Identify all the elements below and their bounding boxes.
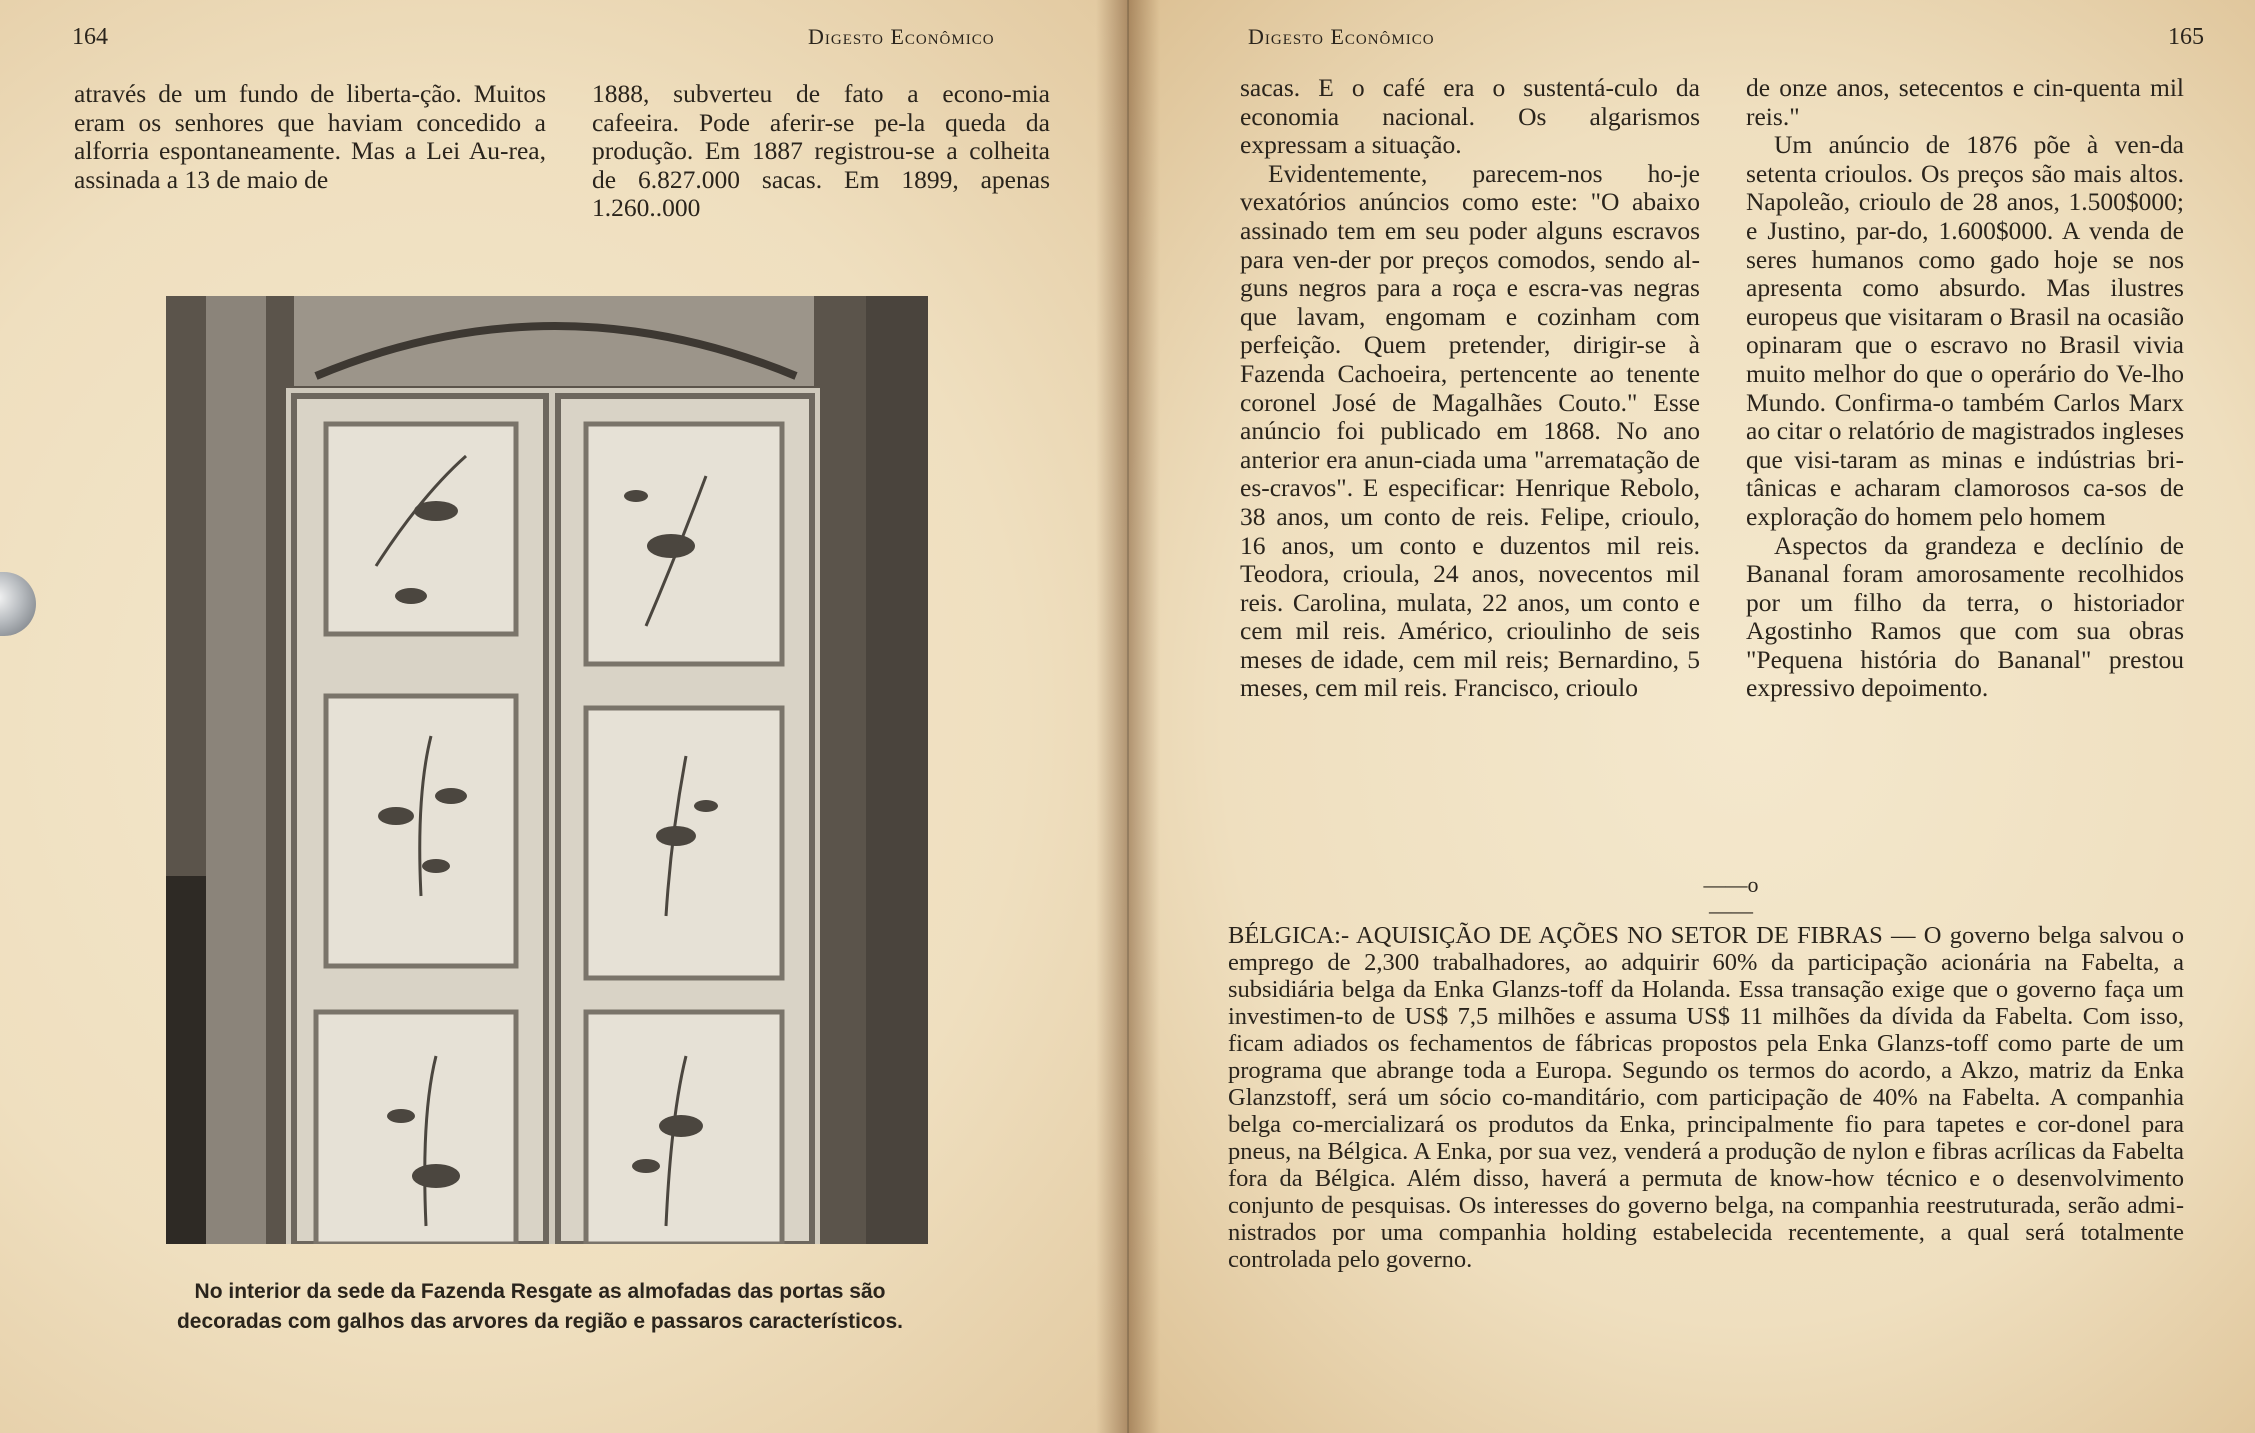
section-separator: ——o—— <box>1703 872 1759 923</box>
right-col2-para-2: Um anúncio de 1876 põe à ven-da setenta crioulos. Os preços são mais altos. Napoleão, crioulo de 28 anos, 1.500$000; e Justino, par-do, 1.600$000. A venda de seres humanos como gado hoje se nos apresenta como absurdo. Mas ilustres europeus que visitaram o Brasil na ocasião opinaram que o escravo no Brasil vivia muito melhor do que o operário do Ve-lho Mundo. Confirma-o também Carlos Marx ao citar o relatório de magistrados ingleses que visi-taram as minas e indústrias bri-tânicas e acharam clamorosos ca-sos de exploração do homem pelo homem <box>1746 130 2184 531</box>
belgica-article: BÉLGICA:- AQUISIÇÃO DE AÇÕES NO SETOR DE FIBRAS — O governo belga salvou o emprego de 2,300 trabalhadores, ao adquirir 60% da participação acionária na Fabelta, a subsidiária belga da Enka Glanzs-toff da Holanda. Essa transação exige que o governo faça um investimen-to de US$ 7,5 milhões e assuma US$ 11 milhões da dívida da Fabelta. Com isso, ficam adiados os fechamentos de fábricas propostos pela Enka Glanzs-toff como parte de um programa que abrange toda a Europa. Segundo os termos do acordo, a Akzo, matriz da Enka Glanzstoff, será um sócio co-manditário, com participação de 40% na Fabelta. A companhia belga co-mercializará os produtos da Enka, principalmente fio para tapetes e cor-donel para pneus, na Bélgica. A Enka, por sua vez, venderá a produção de nylon e fibras acrílicas da Fabelta fora da Bélgica. Além disso, haverá a permuta de know-how técnico e o desenvolvimento conjunto de pesquisas. Os interesses do governo belga, na companhia reestruturada, serão admi-nistrados por uma companhia holding estabelecida recentemente, a qual será totalmente controlada pelo governo. <box>1228 922 2184 1273</box>
photo-caption: No interior da sede da Fazenda Resgate as almofadas das portas são decoradas com galhos das arvores da região e passaros característicos. <box>176 1280 904 1333</box>
door-photo <box>166 296 928 1244</box>
right-page <box>1128 0 2255 1433</box>
right-col1-para-2: Evidentemente, parecem-nos ho-je vexatórios anúncios como este: "O abaixo assinado tem em seu poder alguns escravos para ven-der por preços comodos, sendo al-guns negros para a roça e escra-vas negras que lavam, engomam e cozinham com perfeição. Quem pretender, dirigir-se à Fazenda Cachoeira, pertencente ao tenente coronel José de Magalhães Couto." Esse anúncio foi publicado em 1868. No ano anterior era anun-ciada uma "arrematação de es-cravos". E especificar: Henrique Rebolo, 38 anos, um conto de reis. Felipe, crioulo, 16 anos, um conto e duzentos mil reis. Teodora, crioula, 24 anos, novecentos mil reis. Carolina, mulata, 22 anos, um conto e cem mil reis. Américo, crioulinho de seis meses de idade, cem mil reis; Bernardino, 5 meses, cem mil reis. Francisco, crioulo <box>1240 158 1700 703</box>
right-col2-para-1: de onze anos, setecentos e cin-quenta mil reis." <box>1746 73 2184 131</box>
painted-door-illustration <box>166 296 928 1244</box>
left-running-header: Digesto Econômico <box>808 24 995 49</box>
right-page-number: 165 <box>2168 24 2204 50</box>
left-column-1 <box>74 80 546 194</box>
left-column-1-text: através de um fundo de liberta-ção. Muitos eram os senhores que haviam concedido a alforria espontaneamente. Mas a Lei Au-rea, assinada a 13 de maio de <box>74 79 546 194</box>
right-column-1 <box>1240 74 1700 703</box>
right-running-header: Digesto Econômico <box>1248 24 1435 49</box>
right-column-2 <box>1746 74 2184 703</box>
right-col1-para-1: sacas. E o café era o sustentá-culo da economia nacional. Os algarismos expressam a situação. <box>1240 73 1700 160</box>
left-page-number: 164 <box>72 24 108 50</box>
left-column-2-text: 1888, subverteu de fato a econo-mia cafeeira. Pode aferir-se pe-la queda da produção. Em 1887 registrou-se a colheita de 6.827.000 sacas. Em 1899, apenas 1.260..000 <box>592 79 1050 223</box>
left-column-2 <box>592 80 1050 223</box>
metal-clip <box>0 572 36 636</box>
right-col2-para-3: Aspectos da grandeza e declínio de Bananal foram amorosamente recolhidos por um filho da terra, o historiador Agostinho Ramos que com sua obras "Pequena história do Bananal" prestou expressivo depoimento. <box>1746 530 2184 703</box>
